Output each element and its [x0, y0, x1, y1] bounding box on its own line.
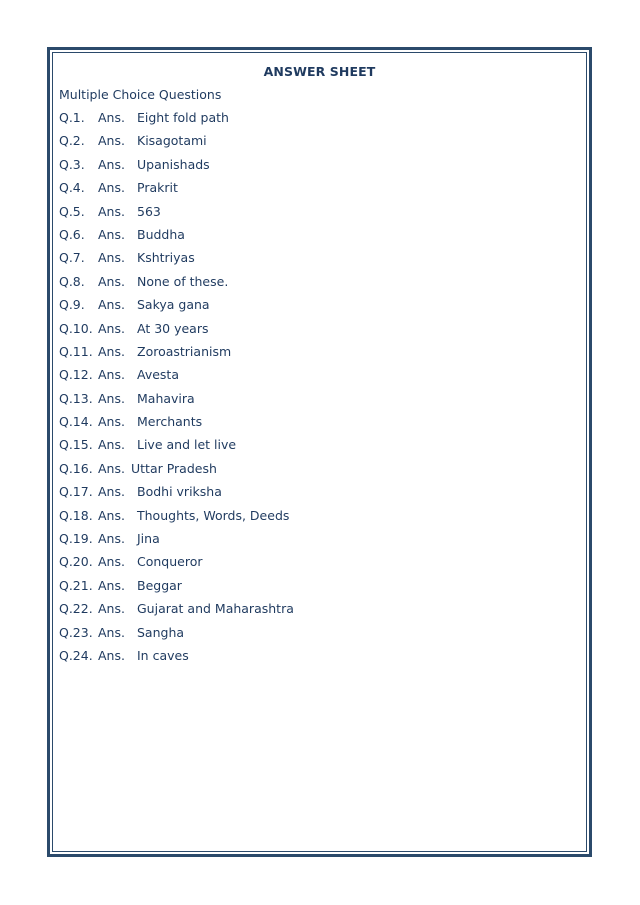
answer-value: Beggar [137, 577, 182, 593]
answer-label: Ans. [98, 460, 125, 476]
answer-label: Ans. [98, 320, 125, 336]
question-number: Q.22. [59, 601, 93, 617]
question-number: Q.11. [59, 343, 93, 359]
question-number: Q.20. [59, 554, 93, 570]
answer-label: Ans. [98, 437, 125, 453]
question-number: Q.23. [59, 624, 93, 640]
answer-value: Sangha [137, 624, 185, 640]
answer-label: Ans. [98, 203, 125, 219]
answer-label: Ans. [98, 180, 125, 196]
question-number: Q.24. [59, 647, 93, 663]
question-number: Q.14. [59, 414, 93, 430]
answer-label: Ans. [98, 507, 125, 523]
question-number: Q.3. [59, 156, 85, 172]
answer-value: Bodhi vriksha [137, 484, 222, 500]
answer-value: At 30 years [137, 320, 209, 336]
question-number: Q.5. [59, 203, 85, 219]
section-heading: Multiple Choice Questions [59, 87, 222, 102]
answer-label: Ans. [98, 133, 125, 149]
answer-value: Eight fold path [137, 110, 229, 125]
answer-value: 563 [137, 203, 161, 219]
answer-value: Buddha [137, 226, 185, 242]
answer-label: Ans. [98, 343, 125, 359]
page-border [47, 47, 592, 857]
answer-value: None of these. [137, 273, 229, 289]
answer-value: Kshtriyas [137, 250, 195, 266]
answer-value: Avesta [137, 367, 179, 383]
answer-label: Ans. [98, 250, 125, 266]
answer-value: Kisagotami [137, 133, 207, 149]
answer-value: Gujarat and Maharashtra [137, 601, 294, 617]
answer-value: Uttar Pradesh [131, 460, 217, 476]
answer-value: Conqueror [137, 554, 203, 570]
page-inner-border [52, 52, 587, 852]
question-number: Q.17. [59, 484, 93, 500]
answer-label: Ans. [98, 484, 125, 500]
answer-label: Ans. [98, 414, 125, 430]
page-title: ANSWER SHEET [263, 64, 376, 79]
question-number: Q.9. [59, 297, 85, 313]
question-number: Q.13. [59, 390, 93, 406]
answer-label: Ans. [98, 110, 125, 125]
question-number: Q.18. [59, 507, 93, 523]
question-number: Q.10. [59, 320, 93, 336]
answer-value: Prakrit [137, 180, 178, 196]
question-number: Q.4. [59, 180, 85, 196]
question-number: Q.2. [59, 133, 85, 149]
question-number: Q.6. [59, 226, 85, 242]
answer-label: Ans. [98, 297, 125, 313]
answer-value: Live and let live [137, 437, 237, 453]
answer-label: Ans. [98, 554, 125, 570]
answer-label: Ans. [98, 226, 125, 242]
answer-label: Ans. [98, 156, 125, 172]
answer-value: Merchants [137, 414, 203, 430]
answer-value: Zoroastrianism [137, 343, 232, 359]
question-number: Q.7. [59, 250, 85, 266]
question-number: Q.12. [59, 367, 93, 383]
answer-label: Ans. [98, 531, 125, 547]
answer-value: Mahavira [137, 390, 195, 406]
question-number: Q.15. [59, 437, 93, 453]
answer-value: Upanishads [137, 156, 210, 172]
answer-value: Thoughts, Words, Deeds [137, 507, 290, 523]
question-number: Q.1. [59, 110, 85, 125]
answer-value: Jina [137, 531, 160, 547]
answer-label: Ans. [98, 624, 125, 640]
answer-label: Ans. [98, 390, 125, 406]
answer-label: Ans. [98, 647, 125, 663]
answer-label: Ans. [98, 367, 125, 383]
question-number: Q.8. [59, 273, 85, 289]
answer-value: In caves [137, 647, 189, 663]
answer-value: Sakya gana [137, 297, 210, 313]
answer-label: Ans. [98, 273, 125, 289]
answer-label: Ans. [98, 601, 125, 617]
question-number: Q.19. [59, 531, 93, 547]
question-number: Q.16. [59, 460, 93, 476]
question-number: Q.21. [59, 577, 93, 593]
answer-label: Ans. [98, 577, 125, 593]
